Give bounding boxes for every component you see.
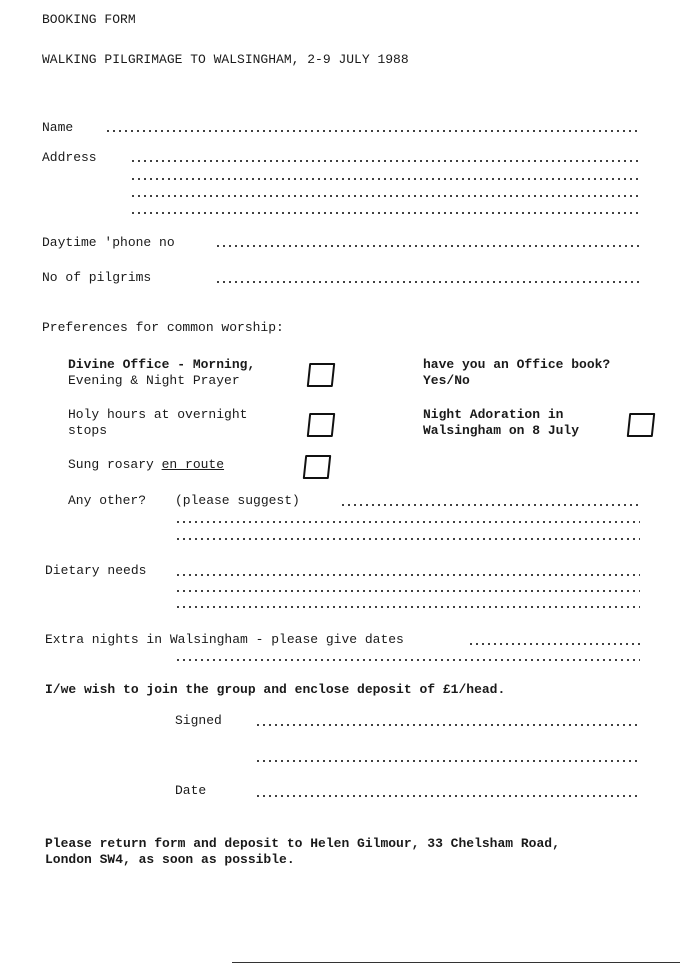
extra-nights-line-1[interactable] bbox=[468, 643, 640, 645]
dietary-line-2[interactable] bbox=[175, 590, 640, 592]
date-label: Date bbox=[175, 783, 207, 798]
divine-office-checkbox[interactable] bbox=[307, 363, 336, 387]
phone-label: Daytime 'phone no bbox=[42, 235, 175, 250]
any-other-line-1[interactable] bbox=[340, 504, 640, 506]
holy-hours-checkbox[interactable] bbox=[307, 413, 336, 437]
signed-line-1[interactable] bbox=[255, 724, 640, 726]
return-instructions-line2: London SW4, as soon as possible. bbox=[45, 852, 295, 867]
address-line-2[interactable] bbox=[130, 178, 640, 180]
divine-office-line2: Evening & Night Prayer bbox=[68, 373, 240, 388]
dietary-line-3[interactable] bbox=[175, 606, 640, 608]
form-title: WALKING PILGRIMAGE TO WALSINGHAM, 2-9 JULY 1988 bbox=[42, 52, 409, 67]
any-other-line-3[interactable] bbox=[175, 538, 640, 540]
dietary-label: Dietary needs bbox=[45, 563, 147, 578]
sung-rosary-checkbox[interactable] bbox=[303, 455, 332, 479]
office-book-question: have you an Office book? bbox=[423, 357, 611, 372]
divine-office-line1: Divine Office - Morning, bbox=[68, 357, 256, 372]
dietary-line-1[interactable] bbox=[175, 574, 640, 576]
signed-label: Signed bbox=[175, 713, 222, 728]
return-instructions-line1: Please return form and deposit to Helen Gilmour, 33 Chelsham Road, bbox=[45, 836, 560, 851]
address-label: Address bbox=[42, 150, 97, 165]
holy-hours-line2: stops bbox=[68, 423, 108, 438]
any-other-line-2[interactable] bbox=[175, 521, 640, 523]
extra-nights-label: Extra nights in Walsingham - please give dates bbox=[45, 632, 404, 647]
extra-nights-line-2[interactable] bbox=[175, 659, 640, 661]
name-label: Name bbox=[42, 120, 74, 135]
night-adoration-checkbox[interactable] bbox=[627, 413, 656, 437]
worship-heading: Preferences for common worship: bbox=[42, 320, 284, 335]
sung-rosary-label: Sung rosary en route bbox=[68, 457, 225, 472]
holy-hours-line1: Holy hours at overnight bbox=[68, 407, 248, 422]
address-line-4[interactable] bbox=[130, 212, 640, 214]
night-adoration-line1: Night Adoration in bbox=[423, 407, 564, 422]
address-line-1[interactable] bbox=[130, 160, 640, 162]
any-other-hint: (please suggest) bbox=[175, 493, 300, 508]
signed-line-2[interactable] bbox=[255, 760, 640, 762]
form-label: BOOKING FORM bbox=[42, 12, 136, 27]
name-field[interactable] bbox=[105, 130, 640, 132]
pilgrims-label: No of pilgrims bbox=[42, 270, 152, 285]
page-edge-rule bbox=[232, 962, 680, 963]
date-field[interactable] bbox=[255, 795, 640, 797]
address-line-3[interactable] bbox=[130, 195, 640, 197]
office-book-yes-no[interactable]: Yes/No bbox=[423, 373, 470, 388]
phone-field[interactable] bbox=[215, 245, 640, 247]
pilgrims-field[interactable] bbox=[215, 281, 640, 283]
deposit-statement: I/we wish to join the group and enclose deposit of £1/head. bbox=[45, 682, 506, 697]
night-adoration-line2: Walsingham on 8 July bbox=[423, 423, 580, 438]
any-other-label: Any other? bbox=[68, 493, 147, 508]
